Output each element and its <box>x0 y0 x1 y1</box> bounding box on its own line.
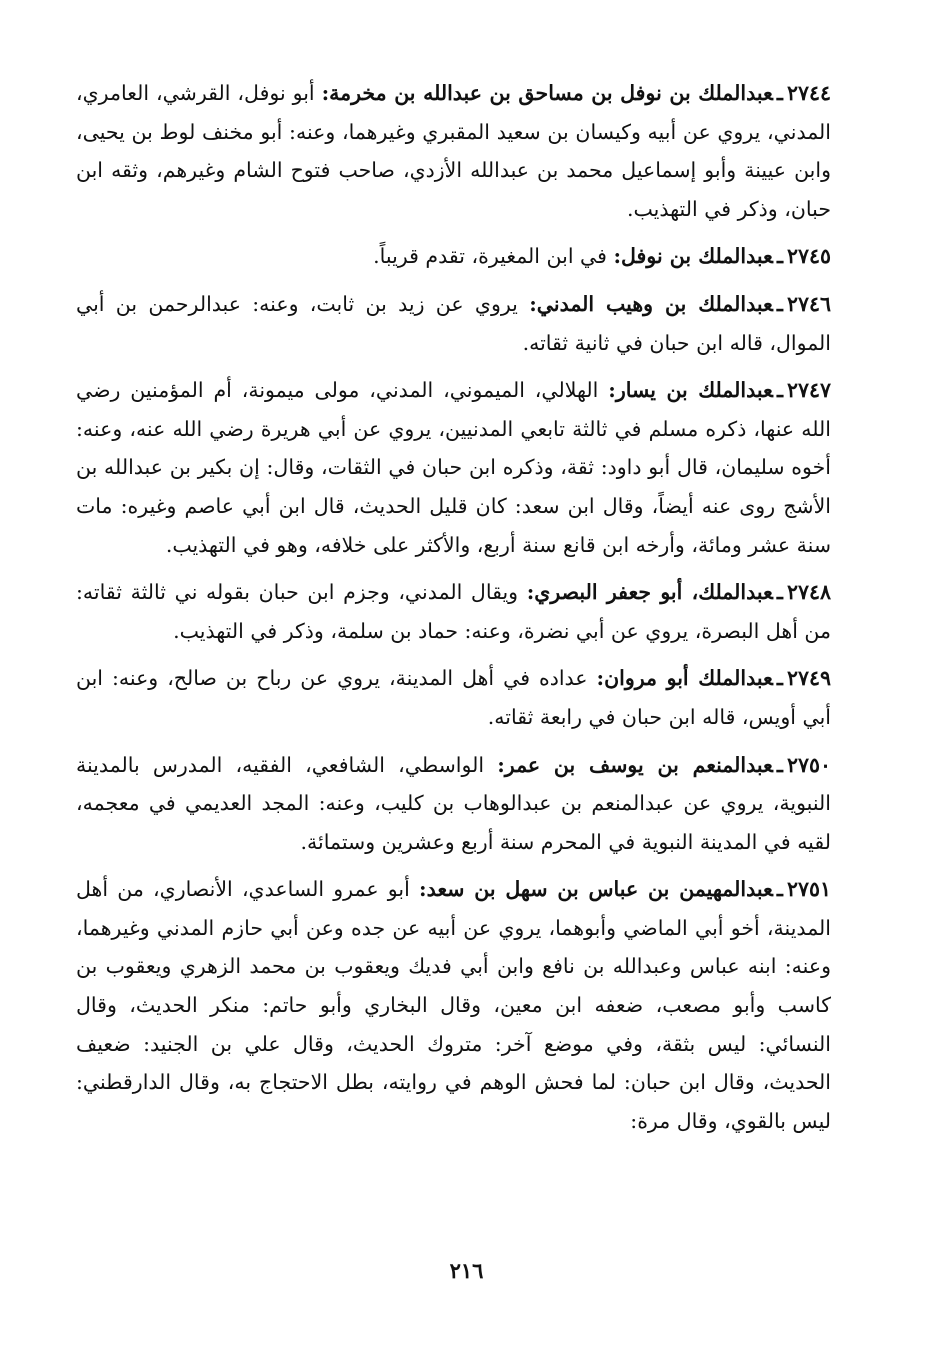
entry-dash: ـ <box>776 666 783 691</box>
entry-heading: عبدالملك بن نوفل بن مساحق بن عبدالله بن مخرمة: <box>321 81 773 105</box>
entry-text: الهلالي، الميموني، المدني، مولى ميمونة، أم المؤمنين رضي الله عنها، ذكره مسلم في ثالثة تابعي المدنيين، يروي عن أبي هريرة رضي الله عنه، وعنه: أخوه سليمان، قال أبو داود: ثقة، وذكره ابن حبان في الثقات، وقال: إن بكير بن عبدالله بن الأشج روى عنه أيضاً، وقال ابن سعد: كان قليل الحديث، قال ابن أبي عاصم وغيره: مات سنة عشر ومائة، وأرخه ابن قانع سنة أربع، والأكثر على خلافه، وهو في التهذيب. <box>76 378 831 557</box>
entry-text: يروي عن زيد بن ثابت، وعنه: عبدالرحمن بن أبي الموال، قاله ابن حبان في ثانية ثقاته. <box>76 291 831 355</box>
entry-heading: عبدالملك بن وهيب المدني: <box>529 291 773 316</box>
entry-text: الواسطي، الشافعي، الفقيه، المدرس بالمدينة النبوية، يروي عن عبدالمنعم بن عبدالوهاب بن كليب، وعنه: المجد العديمي في معجمه، لقيه في المدينة النبوية في المحرم سنة أربع وعشرين وستمائة. <box>76 752 831 854</box>
entry-text: ويقال المدني، وجزم ابن حبان بقوله ني ثالثة ثقاته: من أهل البصرة، يروي عن أبي نضرة، وعنه: حماد بن سلمة، وذكر في التهذيب. <box>76 580 831 643</box>
entry-text: في ابن المغيرة، تقدم قريباً. <box>373 244 607 269</box>
entry-number: ٢٧٤٩ <box>786 666 831 691</box>
entry-2744 <box>76 74 831 228</box>
entry-number: ٢٧٤٤ <box>786 81 831 105</box>
entry-number: ٢٧٥١ <box>786 877 831 902</box>
entry-dash: ـ <box>776 752 783 777</box>
entry-heading: عبدالمنعم بن يوسف بن عمر: <box>497 752 773 777</box>
entry-heading: عبدالملك، أبو جعفر البصري: <box>526 580 773 605</box>
entry-heading: عبدالمهيمن بن عباس بن سهل بن سعد: <box>419 877 773 902</box>
entry-heading: عبدالملك بن نوفل: <box>613 244 773 269</box>
entry-dash: ـ <box>776 291 783 316</box>
entry-number: ٢٧٤٨ <box>786 580 831 605</box>
entry-number: ٢٧٤٥ <box>786 244 831 269</box>
entry-2748 <box>76 573 831 650</box>
entry-text: عداده في أهل المدينة، يروي عن رباح بن صالح، وعنه: ابن أبي أويس، قاله ابن حبان في رابعة ثقاته. <box>76 666 831 729</box>
page-number: ٢١٦ <box>449 1258 484 1283</box>
entry-dash: ـ <box>776 81 783 105</box>
entry-dash: ـ <box>776 580 783 605</box>
entry-dash: ـ <box>776 378 783 403</box>
entry-number: ٢٧٤٦ <box>786 291 831 316</box>
entry-text: أبو نوفل، القرشي، العامري، المدني، يروي عن أبيه وكيسان بن سعيد المقبري وغيرهما، وعنه: أبو مخنف لوط بن يحيى، وابن عيينة وأبو إسماعيل محمد بن عبدالله الأزدي، صاحب فتوح الشام وغيرهم، وثقه ابن حبان، وذكر في التهذيب. <box>76 81 831 221</box>
entry-2751 <box>76 870 831 1140</box>
entry-2747 <box>76 371 831 564</box>
entry-dash: ـ <box>776 877 783 902</box>
entry-number: ٢٧٥٠ <box>786 752 831 777</box>
entry-dash: ـ <box>776 244 783 269</box>
entry-2749 <box>76 659 831 736</box>
entry-text: أبو عمرو الساعدي، الأنصاري، من أهل المدينة، أخو أبي الماضي وأبوهما، يروي عن أبيه عن جده وعن أبي حازم المدني وغيرهما، وعنه: ابنه عباس وعبدالله بن نافع وابن أبي فديك ويعقوب بن محمد الزهري ويعقوب بن كاسب وأبو مصعب، ضعفه ابن معين، وقال البخاري وأبو حاتم: منكر الحديث، وقال النسائي: ليس بثقة، وفي موضع آخر: متروك الحديث، وقال علي بن الجنيد: ضعيف الحديث، وقال ابن حبان: لما فحش الوهم في روايته، بطل الاحتجاج به، وقال الدارقطني: ليس بالقوي، وقال مرة: <box>76 877 831 1133</box>
entry-2745 <box>76 237 831 276</box>
entry-2750 <box>76 746 831 862</box>
entry-heading: عبدالملك بن يسار: <box>608 378 773 403</box>
entry-heading: عبدالملك أبو مروان: <box>596 666 773 691</box>
entry-number: ٢٧٤٧ <box>786 378 831 403</box>
entry-2746 <box>76 285 831 362</box>
